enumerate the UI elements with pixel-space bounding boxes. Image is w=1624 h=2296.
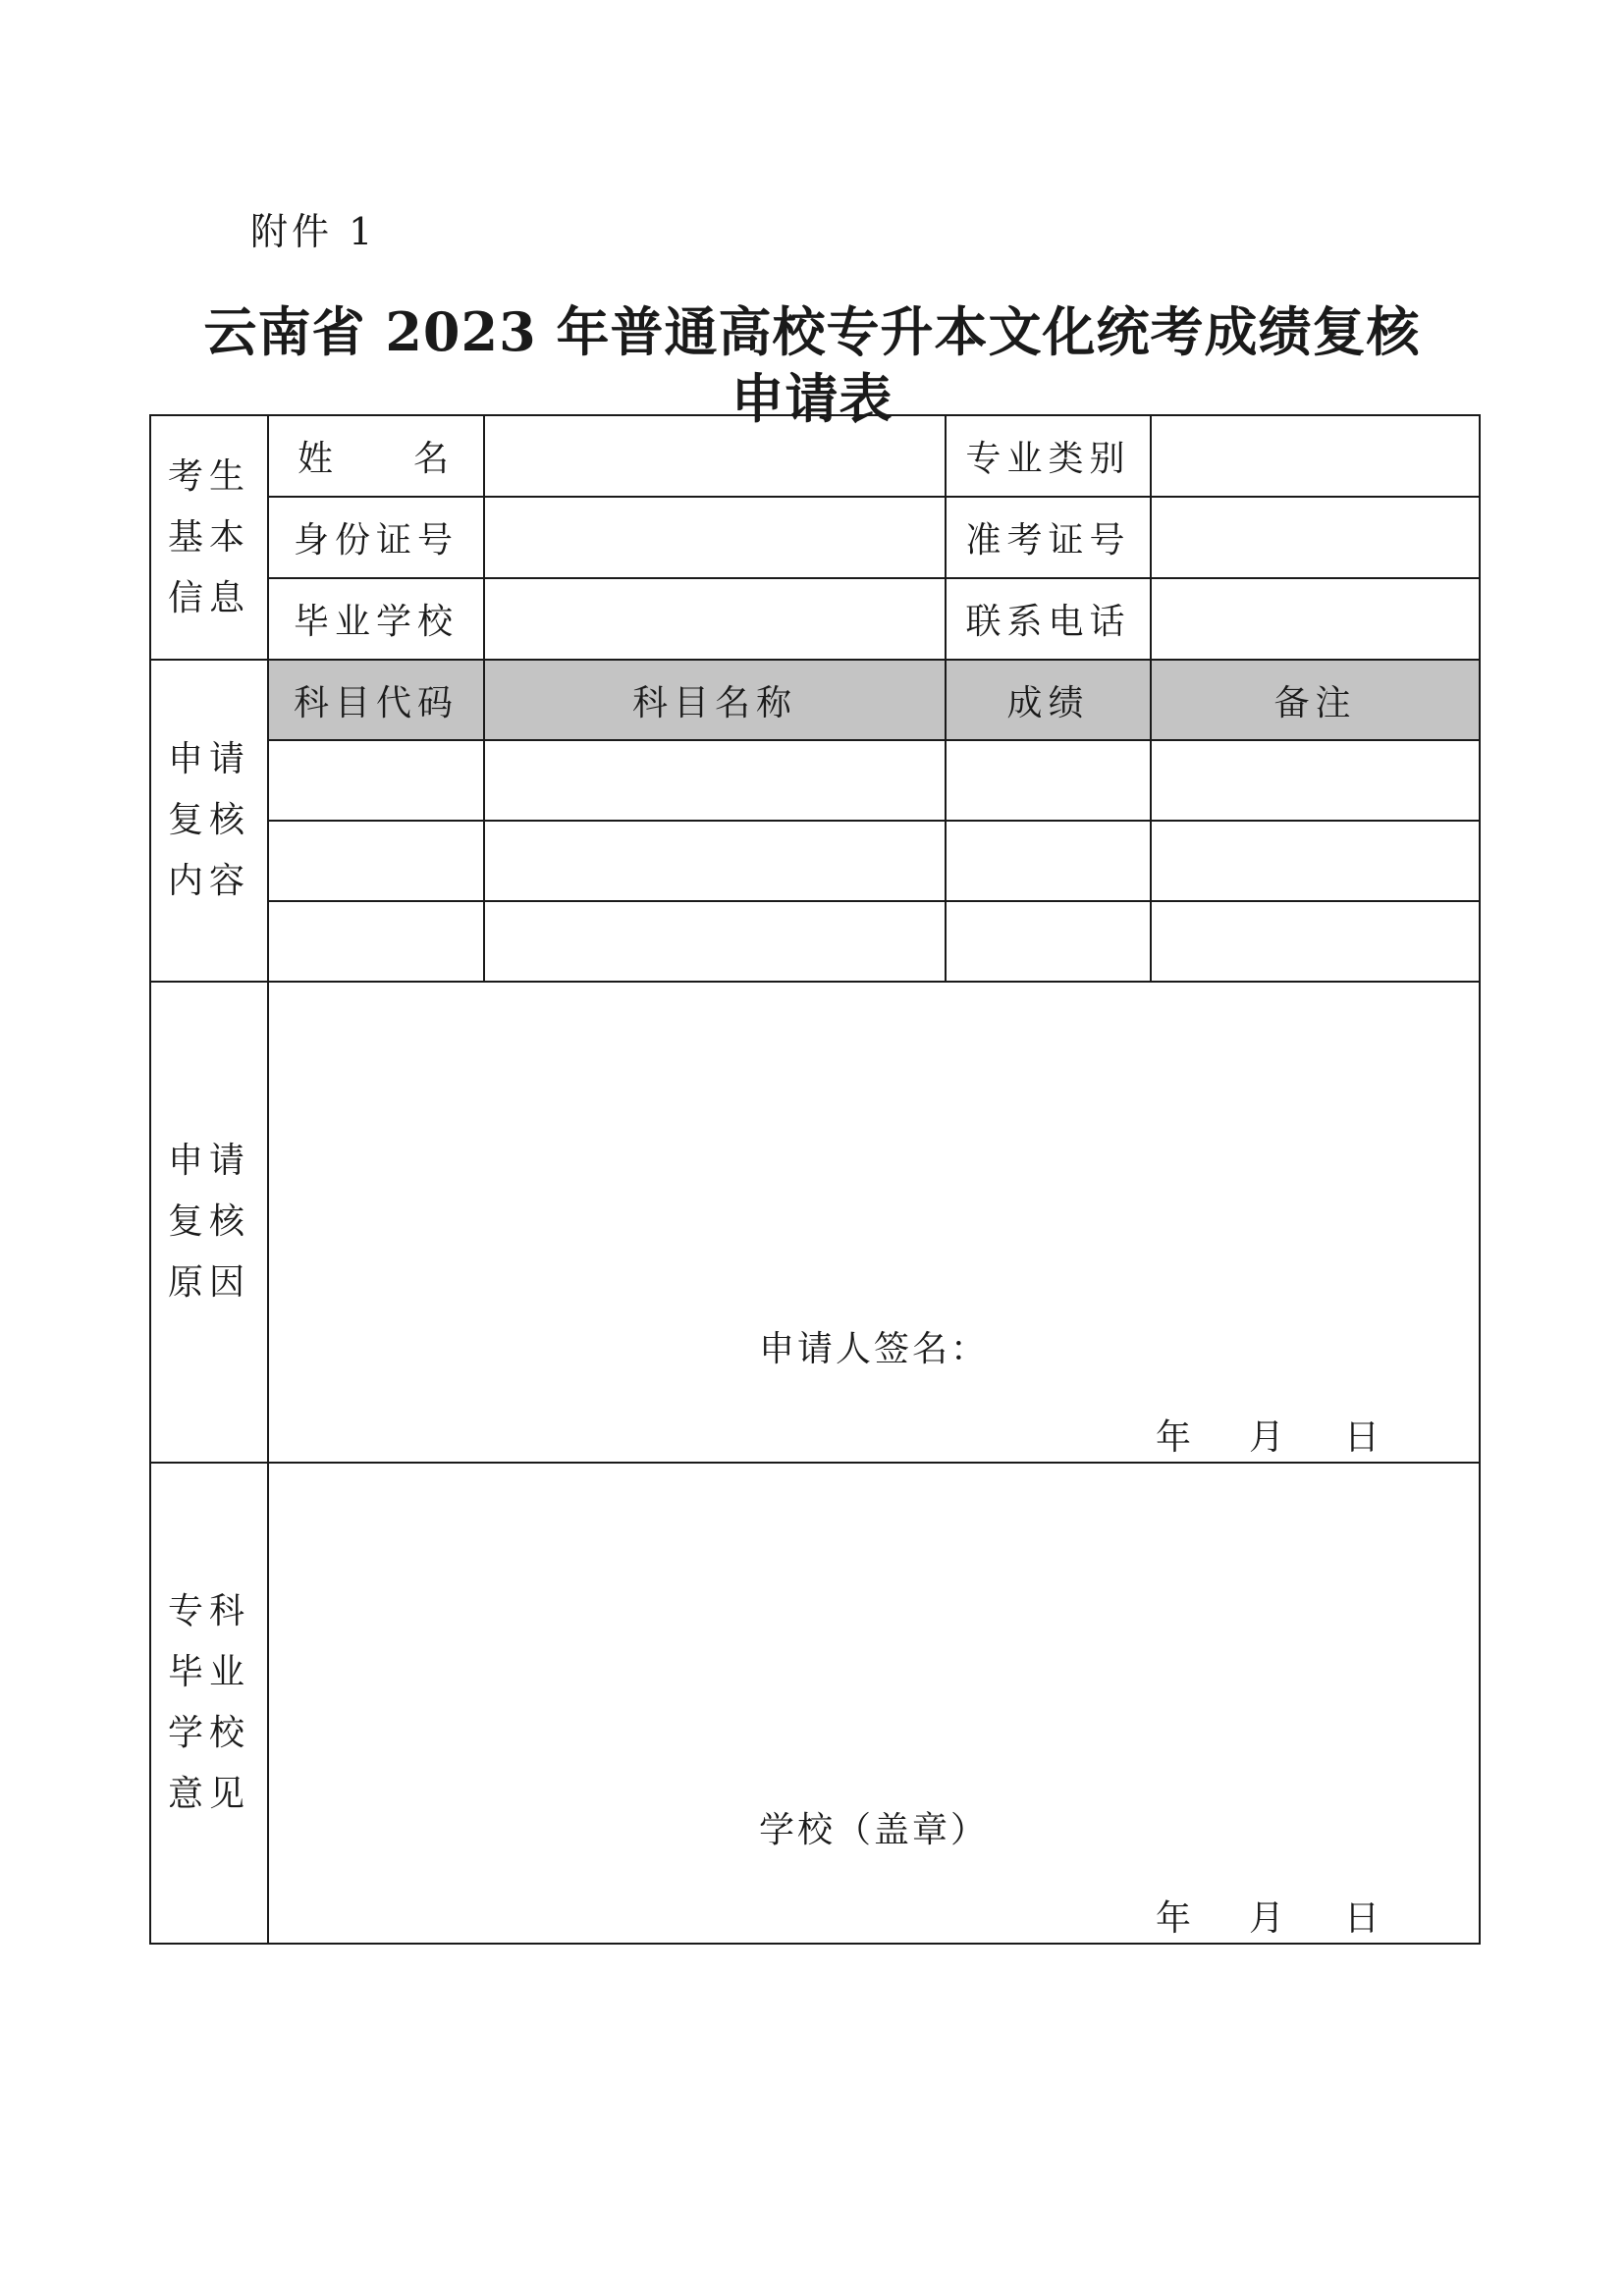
subject-name-cell[interactable] <box>484 740 946 821</box>
remarks-cell[interactable] <box>1151 821 1480 901</box>
name-label: 姓 名 <box>298 439 455 479</box>
subject-code-cell[interactable] <box>268 901 484 982</box>
subject-name-cell[interactable] <box>484 901 946 982</box>
remarks-cell[interactable] <box>1151 740 1480 821</box>
score-cell[interactable] <box>946 740 1151 821</box>
date-day-label: 日 <box>1344 1898 1386 1939</box>
reason-area[interactable] <box>268 982 1480 1463</box>
school-stamp-label: 学校（盖章） <box>758 1810 989 1850</box>
remarks-cell[interactable] <box>1151 901 1480 982</box>
score-cell[interactable] <box>946 821 1151 901</box>
admission-number-field[interactable] <box>1151 497 1480 578</box>
major-category-label: 专业类别 <box>946 415 1151 497</box>
header-subject-name: 科目名称 <box>484 660 946 740</box>
date-day-label: 日 <box>1344 1417 1386 1458</box>
admission-number-label: 准考证号 <box>946 497 1151 578</box>
form-title-line-2: 申请表 <box>731 367 893 430</box>
graduate-school-field[interactable] <box>484 578 946 660</box>
basic-row-1 <box>150 415 1480 497</box>
phone-field[interactable] <box>1151 578 1480 660</box>
id-number-label: 身份证号 <box>268 497 484 578</box>
opinion-area[interactable] <box>268 1463 1480 1944</box>
header-subject-code: 科目代码 <box>268 660 484 740</box>
opinion-row <box>150 1463 1480 1944</box>
basic-row-2 <box>150 497 1480 578</box>
attachment-label: 附件 1 <box>250 210 377 253</box>
content-header-row <box>150 660 1480 740</box>
id-number-field[interactable] <box>484 497 946 578</box>
section-review-reason: 申请 复核 原因 <box>150 982 268 1463</box>
section-review-content: 申请 复核 内容 <box>150 660 268 982</box>
table-row <box>150 901 1480 982</box>
score-cell[interactable] <box>946 901 1151 982</box>
header-remarks: 备注 <box>1151 660 1480 740</box>
date-month-label: 月 <box>1249 1417 1291 1458</box>
subject-name-cell[interactable] <box>484 821 946 901</box>
reason-row <box>150 982 1480 1463</box>
basic-row-3 <box>150 578 1480 660</box>
section-school-opinion: 专科 毕业 学校 意见 <box>150 1463 268 1944</box>
form-title-line-1: 云南省 2023 年普通高校专升本文化统考成绩复核 <box>203 300 1421 363</box>
date-year-label: 年 <box>1156 1417 1198 1458</box>
name-field[interactable] <box>484 415 946 497</box>
date-month-label: 月 <box>1249 1898 1291 1939</box>
table-row <box>150 740 1480 821</box>
subject-code-cell[interactable] <box>268 821 484 901</box>
subject-code-cell[interactable] <box>268 740 484 821</box>
major-category-field[interactable] <box>1151 415 1480 497</box>
header-score: 成绩 <box>946 660 1151 740</box>
signature-label: 申请人签名： <box>758 1329 989 1369</box>
phone-label: 联系电话 <box>946 578 1151 660</box>
application-form-table <box>149 414 1481 1945</box>
date-year-label: 年 <box>1156 1898 1198 1939</box>
graduate-school-label: 毕业学校 <box>268 578 484 660</box>
name-label-cell <box>268 415 484 497</box>
section-basic-info: 考生 基本 信息 <box>150 415 268 660</box>
table-row <box>150 821 1480 901</box>
